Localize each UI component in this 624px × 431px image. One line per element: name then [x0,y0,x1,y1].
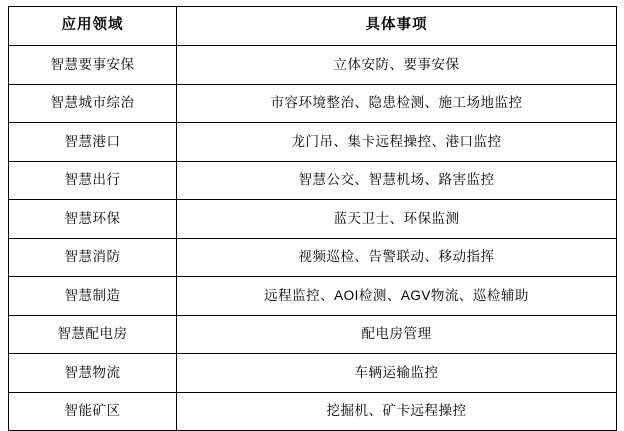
cell-domain: 智慧制造 [9,277,177,316]
table-header-row [9,7,617,46]
column-header-items: 具体事项 [177,7,617,46]
cell-domain: 智慧要事安保 [9,46,177,85]
table-row [9,84,617,123]
table-row [9,123,617,162]
cell-domain: 智慧港口 [9,123,177,162]
table-row [9,161,617,200]
cell-items: 车辆运输监控 [177,354,617,393]
table-row [9,200,617,239]
column-header-domain: 应用领域 [9,7,177,46]
table-row [9,46,617,85]
cell-domain: 智慧物流 [9,354,177,393]
table-row [9,277,617,316]
application-domains-table [8,6,617,431]
cell-domain: 智慧城市综治 [9,84,177,123]
table-row [9,238,617,277]
cell-domain: 智慧配电房 [9,315,177,354]
cell-items: 市容环境整治、隐患检测、施工场地监控 [177,84,617,123]
cell-items: 远程监控、AOI检测、AGV物流、巡检辅助 [177,277,617,316]
cell-items: 挖掘机、矿卡远程操控 [177,392,617,431]
cell-domain: 智能矿区 [9,392,177,431]
cell-items: 立体安防、要事安保 [177,46,617,85]
table-row [9,315,617,354]
cell-items: 蓝天卫士、环保监测 [177,200,617,239]
table-row [9,392,617,431]
cell-items: 龙门吊、集卡远程操控、港口监控 [177,123,617,162]
cell-items: 配电房管理 [177,315,617,354]
cell-items: 视频巡检、告警联动、移动指挥 [177,238,617,277]
table-row [9,354,617,393]
cell-domain: 智慧环保 [9,200,177,239]
cell-items: 智慧公交、智慧机场、路害监控 [177,161,617,200]
cell-domain: 智慧消防 [9,238,177,277]
cell-domain: 智慧出行 [9,161,177,200]
